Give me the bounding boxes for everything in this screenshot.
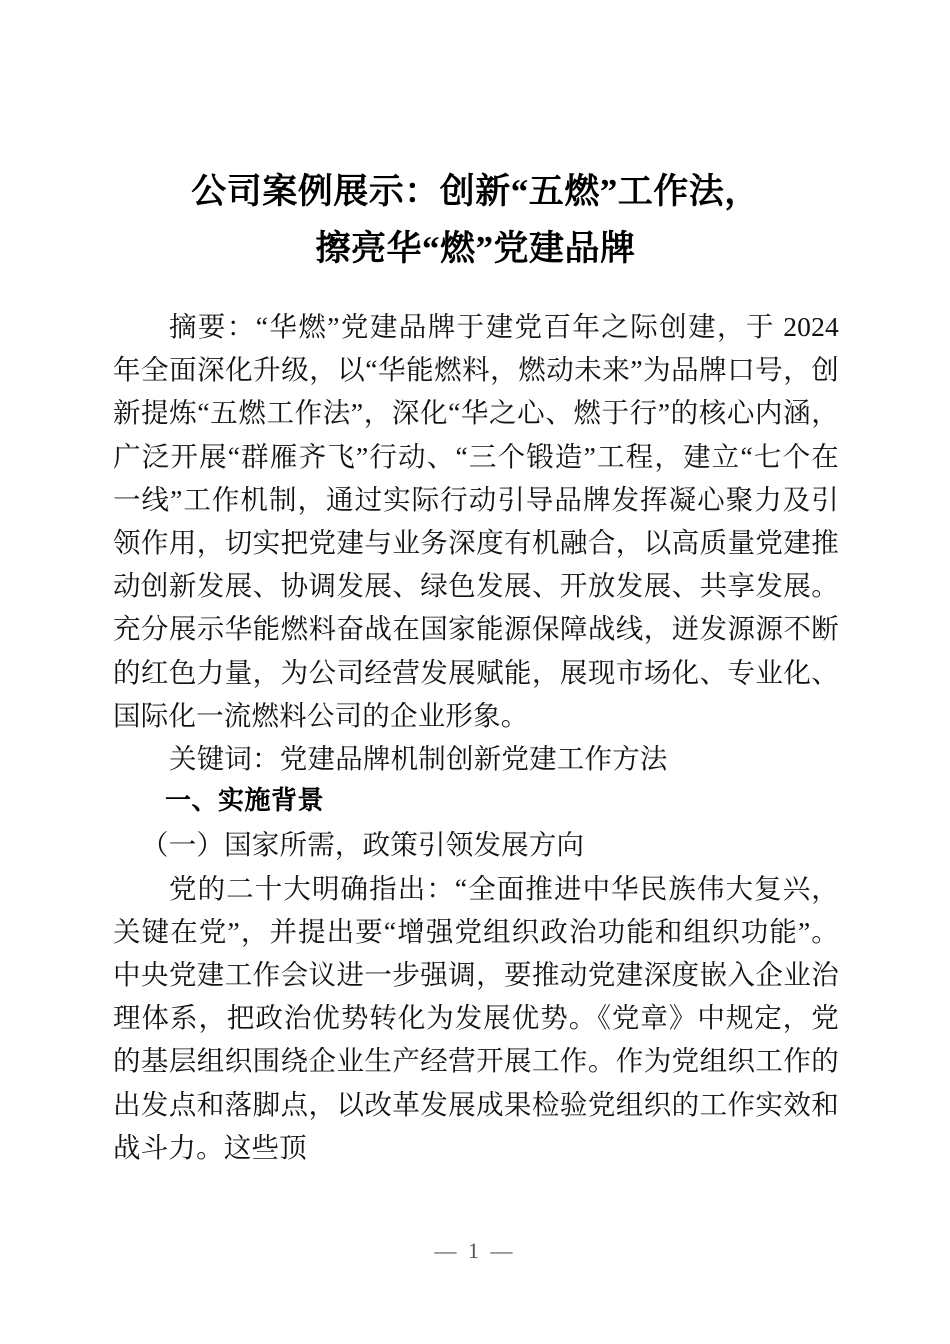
- title-line-1: 公司案例展示：创新“五燃”工作法，: [191, 172, 760, 211]
- title-line-2: 擦亮华“燃”党建品牌: [315, 229, 636, 268]
- document-body: [113, 305, 839, 1169]
- subsection-heading-national-need: （一）国家所需，政策引领发展方向: [141, 829, 585, 861]
- abstract-paragraph: 摘要：“华燃”党建品牌于建党百年之际创建，于 2024 年全面深化升级，以“华能燃料，燃动未来”为品牌口号，创新提炼“五燃工作法”，深化“华之心、燃于行”的核心内涵，广泛开展“群雁齐飞”行动、“三个锻造”工程，建立“七个在一线”工作机制，通过实际行动引导品牌发挥凝心聚力及引领作用，切实把党建与业务深度有机融合，以高质量党建推动创新发展、协调发展、绿色发展、开放发展、共享发展。充分展示华能燃料奋战在国家能源保障战线，迸发源源不断的红色力量，为公司经营发展赋能，展现市场化、专业化、国际化一流燃料公司的企业形象。: [113, 311, 839, 731]
- keywords-line: 关键词：党建品牌机制创新党建工作方法: [169, 743, 668, 775]
- section-heading-implementation-background: 一、实施背景: [165, 786, 325, 817]
- body-paragraph-1: 党的二十大明确指出：“全面推进中华民族伟大复兴，关键在党”，并提出要“增强党组织政治功能和组织功能”。中央党建工作会议进一步强调，要推动党建深度嵌入企业治理体系，把政治优势转化为发展优势。《党章》中规定，党的基层组织围绕企业生产经营开展工作。作为党组织工作的出发点和落脚点，以改革发展成果检验党组织的工作实效和战斗力。这些顶: [113, 872, 839, 1163]
- page-title: [113, 163, 838, 277]
- page-number-footer: — 1 —: [434, 1238, 516, 1263]
